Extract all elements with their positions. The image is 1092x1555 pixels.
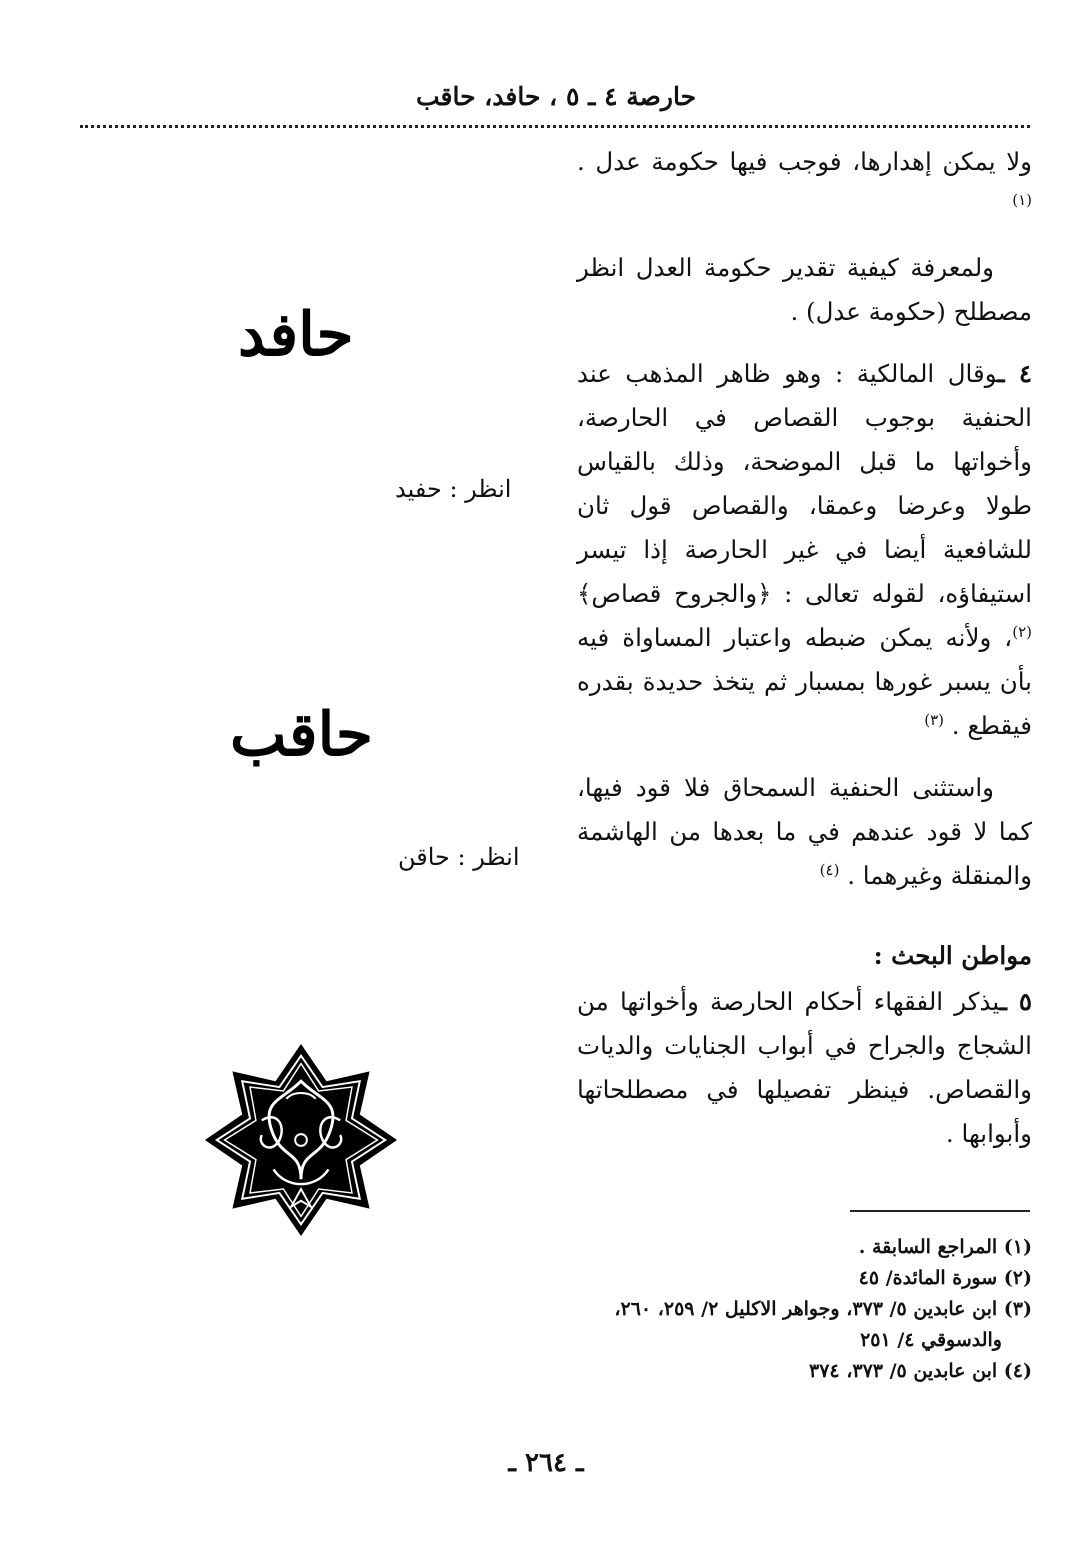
see-reference-hafid[interactable]: انظر : حفيد xyxy=(395,475,512,503)
paragraph-1-text: ولا يمكن إهدارها، فوجب فيها حكومة عدل . xyxy=(577,147,1032,176)
paragraph-number-4: ٤ ـ xyxy=(997,359,1032,388)
main-text-column xyxy=(577,140,1032,1174)
footnote-2: (٢) سورة المائدة/ ٤٥ xyxy=(858,1267,1032,1289)
footnote-4: (٤) ابن عابدين ٥/ ٣٧٣، ٣٧٤ xyxy=(808,1360,1032,1382)
running-header: حارصة ٤ ـ ٥ ، حافد، حاقب xyxy=(415,82,697,111)
paragraph-5-text: يذكر الفقهاء أحكام الحارصة وأخواتها من الشجاج والجراح في أبواب الجنايات والديات والقصاص. فينظر تفصيلها في مصطلحاتها وأبوابها . xyxy=(577,987,1032,1148)
footnote-rule xyxy=(850,1210,1030,1212)
eight-point-star-arabesque-icon xyxy=(203,1040,399,1240)
section-title: مواطن البحث : xyxy=(873,941,1032,970)
footnote-ref-2[interactable]: (٢) xyxy=(1012,622,1032,641)
footnote-ref-1[interactable]: (١) xyxy=(1012,190,1032,209)
paragraph-2: ولمعرفة كيفية تقدير حكومة العدل انظر مصطلح (حكومة عدل) . xyxy=(577,253,1032,326)
footnote-1: (١) المراجع السابقة . xyxy=(858,1236,1032,1258)
paragraph-4-text-b: ، ولأنه يمكن ضبطه واعتبار المساواة فيه بأن يسبر غورها بمسبار ثم يتخذ حديدة بقدره فيقطع . xyxy=(577,623,1032,740)
entry-title-hafid: حافد xyxy=(238,300,354,370)
page-number: ـ ٢٦٤ ـ xyxy=(508,1448,584,1478)
footnote-3-continued: والدسوقي ٤/ ٢٥١ xyxy=(860,1329,1002,1351)
paragraph-4 xyxy=(577,352,1032,748)
footnotes xyxy=(560,1232,1032,1387)
footnote-3: (٣) ابن عابدين ٥/ ٣٧٣، وجواهر الاكليل ٢/ ٢٥٩، ٢٦٠، xyxy=(614,1298,1032,1320)
footnote-ref-3[interactable]: (٣) xyxy=(924,710,944,729)
quran-verse: ﴿والجروح قصاص﴾ xyxy=(577,579,772,608)
paragraph-4-text-a: وقال المالكية : وهو ظاهر المذهب عند الحنفية بوجوب القصاص في الحارصة، وأخواتها ما قبل الموضحة، وذلك بالقياس طولا وعرضا وعمقا، والقصاص قول ثان للشافعية أيضا في غير الحارصة إذا تيسر استيفاؤه، لقوله تعالى : xyxy=(577,359,1032,608)
footnote-ref-4[interactable]: (٤) xyxy=(819,860,840,879)
see-reference-haqib[interactable]: انظر : حاقن xyxy=(398,843,520,871)
header-dotted-rule xyxy=(80,125,1030,128)
paragraph-5 xyxy=(577,980,1032,1156)
paragraph-number-5: ٥ ـ xyxy=(999,987,1032,1016)
paragraph-1 xyxy=(577,140,1032,228)
entry-title-haqib: حاقب xyxy=(230,700,373,770)
paragraph-exception xyxy=(577,766,1032,898)
paragraph-exception-text: واستثنى الحنفية السمحاق فلا قود فيها، كما لا قود عندهم في ما بعدها من الهاشمة والمنقلة وغيرهما . xyxy=(577,773,1032,890)
